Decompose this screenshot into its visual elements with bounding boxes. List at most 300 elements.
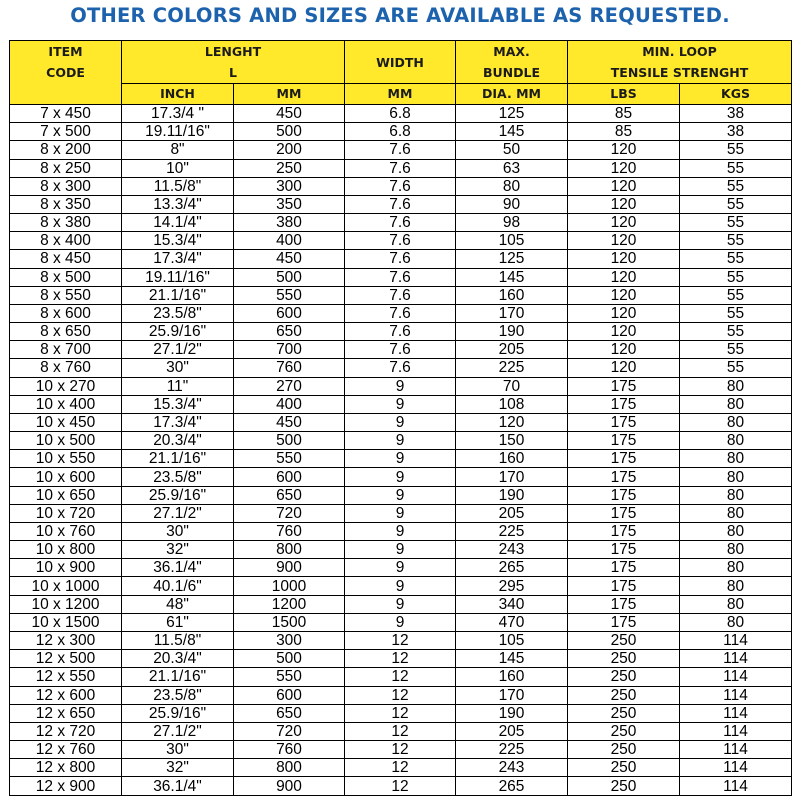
length-mm-cell: 450 [234, 413, 345, 431]
width-mm-cell: 7.6 [345, 286, 456, 304]
tensile-kgs-cell: 114 [680, 650, 792, 668]
length-mm-cell: 600 [234, 686, 345, 704]
bundle-dia-cell: 205 [456, 504, 568, 522]
length-inch-cell: 14.1/4" [122, 214, 234, 232]
length-inch-cell: 11.5/8" [122, 177, 234, 195]
length-mm-cell: 500 [234, 268, 345, 286]
bundle-dia-cell: 205 [456, 341, 568, 359]
length-inch-cell: 11" [122, 377, 234, 395]
length-mm-cell: 650 [234, 704, 345, 722]
length-mm-cell: 450 [234, 250, 345, 268]
bundle-dia-cell: 225 [456, 359, 568, 377]
length-inch-cell: 13.3/4" [122, 195, 234, 213]
length-inch-cell: 32" [122, 541, 234, 559]
length-inch-cell: 25.9/16" [122, 486, 234, 504]
table-row [10, 686, 792, 704]
tensile-lbs-cell: 175 [568, 504, 680, 522]
width-unit-subheader: MM [345, 84, 456, 105]
table-row [10, 341, 792, 359]
tensile-lbs-cell: 175 [568, 413, 680, 431]
width-mm-cell: 7.6 [345, 214, 456, 232]
table-row [10, 577, 792, 595]
table-row [10, 123, 792, 141]
item-code-cell: 8 x 600 [10, 304, 122, 322]
availability-banner: OTHER COLORS AND SIZES ARE AVAILABLE AS REQUESTED. [70, 4, 730, 27]
width-mm-cell: 9 [345, 486, 456, 504]
length-inch-cell: 25.9/16" [122, 704, 234, 722]
width-mm-cell: 9 [345, 450, 456, 468]
bundle-dia-cell: 470 [456, 613, 568, 631]
tensile-lbs-cell: 120 [568, 323, 680, 341]
length-header [122, 41, 345, 84]
bundle-dia-cell: 125 [456, 105, 568, 123]
bundle-dia-cell: 160 [456, 286, 568, 304]
bundle-dia-cell: 80 [456, 177, 568, 195]
item-code-cell: 10 x 1000 [10, 577, 122, 595]
table-row [10, 232, 792, 250]
length-mm-cell: 720 [234, 722, 345, 740]
length-mm-cell: 1000 [234, 577, 345, 595]
bundle-dia-cell: 170 [456, 468, 568, 486]
length-mm-cell: 200 [234, 141, 345, 159]
width-mm-cell: 12 [345, 668, 456, 686]
bundle-dia-cell: 190 [456, 323, 568, 341]
tensile-lbs-cell: 175 [568, 468, 680, 486]
tensile-lbs-cell: 175 [568, 450, 680, 468]
tensile-lbs-cell: 175 [568, 432, 680, 450]
table-row [10, 704, 792, 722]
item-code-cell: 10 x 600 [10, 468, 122, 486]
length-mm-cell: 300 [234, 631, 345, 649]
tensile-lbs-cell: 120 [568, 268, 680, 286]
bundle-dia-cell: 243 [456, 759, 568, 777]
length-inch-cell: 23.5/8" [122, 468, 234, 486]
item-code-cell: 12 x 720 [10, 722, 122, 740]
tensile-kgs-cell: 55 [680, 141, 792, 159]
bundle-dia-cell: 205 [456, 722, 568, 740]
length-mm-cell: 250 [234, 159, 345, 177]
tensile-kgs-cell: 80 [680, 504, 792, 522]
tensile-lbs-cell: 175 [568, 377, 680, 395]
tensile-kgs-cell: 114 [680, 668, 792, 686]
length-mm-cell: 450 [234, 105, 345, 123]
width-mm-cell: 12 [345, 631, 456, 649]
length-inch-cell: 61" [122, 613, 234, 631]
length-inch-cell: 21.1/16" [122, 450, 234, 468]
length-inch-cell: 10" [122, 159, 234, 177]
bundle-dia-cell: 50 [456, 141, 568, 159]
bundle-header [456, 41, 568, 84]
width-mm-cell: 7.6 [345, 359, 456, 377]
length-inch-cell: 27.1/2" [122, 341, 234, 359]
length-inch-cell: 36.1/4" [122, 559, 234, 577]
length-mm-cell: 400 [234, 395, 345, 413]
bundle-dia-cell: 225 [456, 741, 568, 759]
width-mm-cell: 7.6 [345, 323, 456, 341]
tensile-lbs-cell: 175 [568, 395, 680, 413]
table-row [10, 522, 792, 540]
tensile-kgs-cell: 80 [680, 559, 792, 577]
width-mm-cell: 9 [345, 577, 456, 595]
item-code-cell: 12 x 500 [10, 650, 122, 668]
length-inch-cell: 19.11/16" [122, 123, 234, 141]
tensile-lbs-cell: 120 [568, 195, 680, 213]
width-mm-cell: 9 [345, 613, 456, 631]
length-mm-cell: 400 [234, 232, 345, 250]
bundle-dia-subheader: DIA. MM [456, 84, 568, 105]
length-mm-cell: 760 [234, 741, 345, 759]
tensile-kgs-cell: 80 [680, 613, 792, 631]
tensile-lbs-cell: 120 [568, 232, 680, 250]
bundle-dia-cell: 190 [456, 704, 568, 722]
length-mm-cell: 350 [234, 195, 345, 213]
item-code-cell: 8 x 650 [10, 323, 122, 341]
length-mm-cell: 600 [234, 468, 345, 486]
item-code-cell: 10 x 550 [10, 450, 122, 468]
tensile-kgs-cell: 55 [680, 341, 792, 359]
table-row [10, 741, 792, 759]
length-mm-cell: 300 [234, 177, 345, 195]
width-mm-cell: 12 [345, 722, 456, 740]
bundle-dia-cell: 145 [456, 268, 568, 286]
tensile-lbs-cell: 175 [568, 486, 680, 504]
length-inch-cell: 17.3/4" [122, 250, 234, 268]
bundle-dia-cell: 120 [456, 413, 568, 431]
length-inch-cell: 21.1/16" [122, 286, 234, 304]
bundle-dia-cell: 295 [456, 577, 568, 595]
tensile-lbs-cell: 175 [568, 595, 680, 613]
width-mm-cell: 12 [345, 759, 456, 777]
tensile-lbs-cell: 120 [568, 177, 680, 195]
tensile-kgs-cell: 80 [680, 595, 792, 613]
tensile-kgs-cell: 114 [680, 704, 792, 722]
item-code-cell: 8 x 350 [10, 195, 122, 213]
item-code-cell: 10 x 760 [10, 522, 122, 540]
width-mm-cell: 7.6 [345, 341, 456, 359]
bundle-dia-cell: 170 [456, 686, 568, 704]
item-code-cell: 7 x 450 [10, 105, 122, 123]
tensile-lbs-cell: 250 [568, 704, 680, 722]
width-mm-cell: 7.6 [345, 195, 456, 213]
tensile-lbs-cell: 250 [568, 631, 680, 649]
item-code-cell: 10 x 1500 [10, 613, 122, 631]
width-mm-cell: 9 [345, 541, 456, 559]
length-mm-cell: 650 [234, 323, 345, 341]
table-row [10, 323, 792, 341]
item-code-header-line: CODE [46, 65, 85, 80]
table-row [10, 541, 792, 559]
bundle-dia-cell: 160 [456, 450, 568, 468]
width-mm-cell: 7.6 [345, 250, 456, 268]
table-row [10, 468, 792, 486]
length-mm-cell: 550 [234, 286, 345, 304]
tensile-lbs-cell: 250 [568, 686, 680, 704]
length-inch-cell: 27.1/2" [122, 504, 234, 522]
table-row [10, 250, 792, 268]
length-inch-cell: 11.5/8" [122, 631, 234, 649]
bundle-dia-cell: 145 [456, 123, 568, 141]
table-row [10, 486, 792, 504]
item-code-cell: 12 x 550 [10, 668, 122, 686]
tensile-kgs-cell: 80 [680, 395, 792, 413]
table-row [10, 286, 792, 304]
width-mm-cell: 9 [345, 377, 456, 395]
tensile-kgs-cell: 55 [680, 250, 792, 268]
table-row [10, 759, 792, 777]
tensile-lbs-cell: 120 [568, 141, 680, 159]
length-inch-cell: 25.9/16" [122, 323, 234, 341]
item-code-cell: 8 x 500 [10, 268, 122, 286]
bundle-header-line: BUNDLE [482, 65, 541, 80]
tensile-kgs-cell: 55 [680, 359, 792, 377]
tensile-lbs-cell: 120 [568, 341, 680, 359]
table-row [10, 395, 792, 413]
bundle-dia-cell: 145 [456, 650, 568, 668]
width-mm-cell: 7.6 [345, 159, 456, 177]
tensile-kgs-cell: 55 [680, 159, 792, 177]
length-mm-cell: 1500 [234, 613, 345, 631]
tensile-kgs-cell: 55 [680, 268, 792, 286]
width-mm-cell: 12 [345, 704, 456, 722]
length-inch-cell: 20.3/4" [122, 432, 234, 450]
table-row [10, 450, 792, 468]
item-code-cell: 10 x 1200 [10, 595, 122, 613]
tensile-lbs-cell: 120 [568, 214, 680, 232]
width-mm-cell: 9 [345, 395, 456, 413]
tensile-kgs-cell: 38 [680, 123, 792, 141]
tensile-kgs-cell: 80 [680, 577, 792, 595]
item-code-cell: 8 x 200 [10, 141, 122, 159]
tensile-kgs-cell: 55 [680, 177, 792, 195]
kgs-subheader: KGS [680, 84, 792, 105]
item-code-cell: 10 x 450 [10, 413, 122, 431]
tensile-kgs-cell: 80 [680, 468, 792, 486]
item-code-cell: 8 x 760 [10, 359, 122, 377]
length-mm-cell: 800 [234, 759, 345, 777]
tensile-kgs-cell: 55 [680, 195, 792, 213]
item-code-cell: 8 x 700 [10, 341, 122, 359]
length-mm-cell: 800 [234, 541, 345, 559]
item-code-cell: 12 x 650 [10, 704, 122, 722]
item-code-header-line: ITEM [48, 44, 83, 59]
tensile-kgs-cell: 80 [680, 522, 792, 540]
table-row [10, 504, 792, 522]
width-mm-cell: 9 [345, 432, 456, 450]
length-inch-cell: 8" [122, 141, 234, 159]
bundle-dia-cell: 160 [456, 668, 568, 686]
bundle-dia-cell: 150 [456, 432, 568, 450]
length-mm-cell: 650 [234, 486, 345, 504]
length-inch-cell: 30" [122, 522, 234, 540]
cable-tie-spec-table [9, 40, 792, 796]
tensile-lbs-cell: 120 [568, 159, 680, 177]
width-header [345, 41, 456, 84]
length-header-line: L [229, 65, 237, 80]
item-code-cell: 12 x 300 [10, 631, 122, 649]
bundle-dia-cell: 63 [456, 159, 568, 177]
tensile-lbs-cell: 175 [568, 559, 680, 577]
item-code-cell: 12 x 760 [10, 741, 122, 759]
tensile-lbs-cell: 120 [568, 359, 680, 377]
tensile-lbs-cell: 120 [568, 286, 680, 304]
length-mm-cell: 760 [234, 522, 345, 540]
tensile-kgs-cell: 55 [680, 232, 792, 250]
tensile-lbs-cell: 85 [568, 123, 680, 141]
tensile-kgs-cell: 55 [680, 214, 792, 232]
bundle-dia-cell: 340 [456, 595, 568, 613]
bundle-dia-cell: 105 [456, 232, 568, 250]
mm-subheader: MM [234, 84, 345, 105]
length-inch-cell: 15.3/4" [122, 232, 234, 250]
tensile-lbs-cell: 175 [568, 577, 680, 595]
table-row [10, 268, 792, 286]
table-row [10, 722, 792, 740]
bundle-dia-cell: 98 [456, 214, 568, 232]
table-row [10, 777, 792, 796]
tensile-header [568, 41, 792, 84]
width-mm-cell: 7.6 [345, 141, 456, 159]
item-code-cell: 8 x 400 [10, 232, 122, 250]
tensile-kgs-cell: 55 [680, 286, 792, 304]
length-header-line: LENGHT [204, 44, 262, 59]
table-row [10, 177, 792, 195]
width-mm-cell: 7.6 [345, 268, 456, 286]
tensile-lbs-cell: 250 [568, 741, 680, 759]
tensile-kgs-cell: 114 [680, 686, 792, 704]
item-code-cell: 7 x 500 [10, 123, 122, 141]
table-header [10, 41, 792, 105]
item-code-cell: 8 x 250 [10, 159, 122, 177]
width-mm-cell: 9 [345, 595, 456, 613]
item-code-cell: 12 x 800 [10, 759, 122, 777]
width-mm-cell: 7.6 [345, 304, 456, 322]
tensile-kgs-cell: 80 [680, 432, 792, 450]
length-inch-cell: 27.1/2" [122, 722, 234, 740]
bundle-dia-cell: 265 [456, 777, 568, 796]
length-inch-cell: 20.3/4" [122, 650, 234, 668]
table-row [10, 613, 792, 631]
width-mm-cell: 9 [345, 504, 456, 522]
item-code-cell: 10 x 650 [10, 486, 122, 504]
tensile-header-line: MIN. LOOP [642, 44, 717, 59]
length-inch-cell: 23.5/8" [122, 686, 234, 704]
item-code-cell: 10 x 900 [10, 559, 122, 577]
table-row [10, 559, 792, 577]
bundle-dia-cell: 108 [456, 395, 568, 413]
width-header-label: WIDTH [376, 54, 424, 70]
width-mm-cell: 6.8 [345, 105, 456, 123]
length-inch-cell: 30" [122, 741, 234, 759]
item-code-cell: 12 x 900 [10, 777, 122, 796]
width-mm-cell: 12 [345, 650, 456, 668]
length-inch-cell: 48" [122, 595, 234, 613]
length-inch-cell: 40.1/6" [122, 577, 234, 595]
table-row [10, 668, 792, 686]
tensile-kgs-cell: 114 [680, 722, 792, 740]
tensile-kgs-cell: 80 [680, 377, 792, 395]
width-mm-cell: 6.8 [345, 123, 456, 141]
width-mm-cell: 9 [345, 522, 456, 540]
bundle-dia-cell: 243 [456, 541, 568, 559]
bundle-dia-cell: 225 [456, 522, 568, 540]
length-inch-cell: 23.5/8" [122, 304, 234, 322]
length-mm-cell: 700 [234, 341, 345, 359]
length-mm-cell: 500 [234, 123, 345, 141]
length-inch-cell: 30" [122, 359, 234, 377]
tensile-kgs-cell: 55 [680, 323, 792, 341]
table-row [10, 359, 792, 377]
bundle-dia-cell: 190 [456, 486, 568, 504]
tensile-lbs-cell: 175 [568, 613, 680, 631]
width-mm-cell: 7.6 [345, 232, 456, 250]
lbs-subheader: LBS [568, 84, 680, 105]
length-inch-cell: 17.3/4 " [122, 105, 234, 123]
length-inch-cell: 15.3/4" [122, 395, 234, 413]
tensile-kgs-cell: 80 [680, 541, 792, 559]
item-code-cell: 10 x 400 [10, 395, 122, 413]
length-inch-cell: 32" [122, 759, 234, 777]
tensile-kgs-cell: 80 [680, 413, 792, 431]
item-code-cell: 12 x 600 [10, 686, 122, 704]
item-code-cell: 10 x 500 [10, 432, 122, 450]
item-code-cell: 10 x 800 [10, 541, 122, 559]
length-inch-cell: 17.3/4" [122, 413, 234, 431]
tensile-lbs-cell: 120 [568, 250, 680, 268]
bundle-dia-cell: 170 [456, 304, 568, 322]
length-inch-cell: 19.11/16" [122, 268, 234, 286]
tensile-kgs-cell: 114 [680, 741, 792, 759]
table-row [10, 214, 792, 232]
bundle-dia-cell: 105 [456, 631, 568, 649]
table-row [10, 432, 792, 450]
bundle-dia-cell: 90 [456, 195, 568, 213]
width-mm-cell: 12 [345, 741, 456, 759]
table-row [10, 159, 792, 177]
table-row [10, 141, 792, 159]
tensile-lbs-cell: 120 [568, 304, 680, 322]
tensile-lbs-cell: 250 [568, 650, 680, 668]
table-row [10, 304, 792, 322]
width-mm-cell: 7.6 [345, 177, 456, 195]
item-code-cell: 10 x 270 [10, 377, 122, 395]
width-mm-cell: 12 [345, 777, 456, 796]
tensile-lbs-cell: 250 [568, 777, 680, 796]
length-mm-cell: 760 [234, 359, 345, 377]
length-mm-cell: 500 [234, 432, 345, 450]
table-body [10, 105, 792, 796]
table-row [10, 377, 792, 395]
inch-subheader: INCH [122, 84, 234, 105]
width-mm-cell: 9 [345, 559, 456, 577]
tensile-lbs-cell: 175 [568, 541, 680, 559]
tensile-lbs-cell: 250 [568, 759, 680, 777]
table-row [10, 413, 792, 431]
table-row [10, 595, 792, 613]
item-code-cell: 8 x 450 [10, 250, 122, 268]
tensile-lbs-cell: 250 [568, 722, 680, 740]
tensile-kgs-cell: 80 [680, 450, 792, 468]
length-mm-cell: 720 [234, 504, 345, 522]
length-mm-cell: 600 [234, 304, 345, 322]
tensile-kgs-cell: 80 [680, 486, 792, 504]
tensile-kgs-cell: 38 [680, 105, 792, 123]
length-mm-cell: 900 [234, 777, 345, 796]
tensile-lbs-cell: 250 [568, 668, 680, 686]
item-code-header [10, 41, 122, 105]
tensile-lbs-cell: 175 [568, 522, 680, 540]
tensile-lbs-cell: 85 [568, 105, 680, 123]
length-mm-cell: 550 [234, 450, 345, 468]
